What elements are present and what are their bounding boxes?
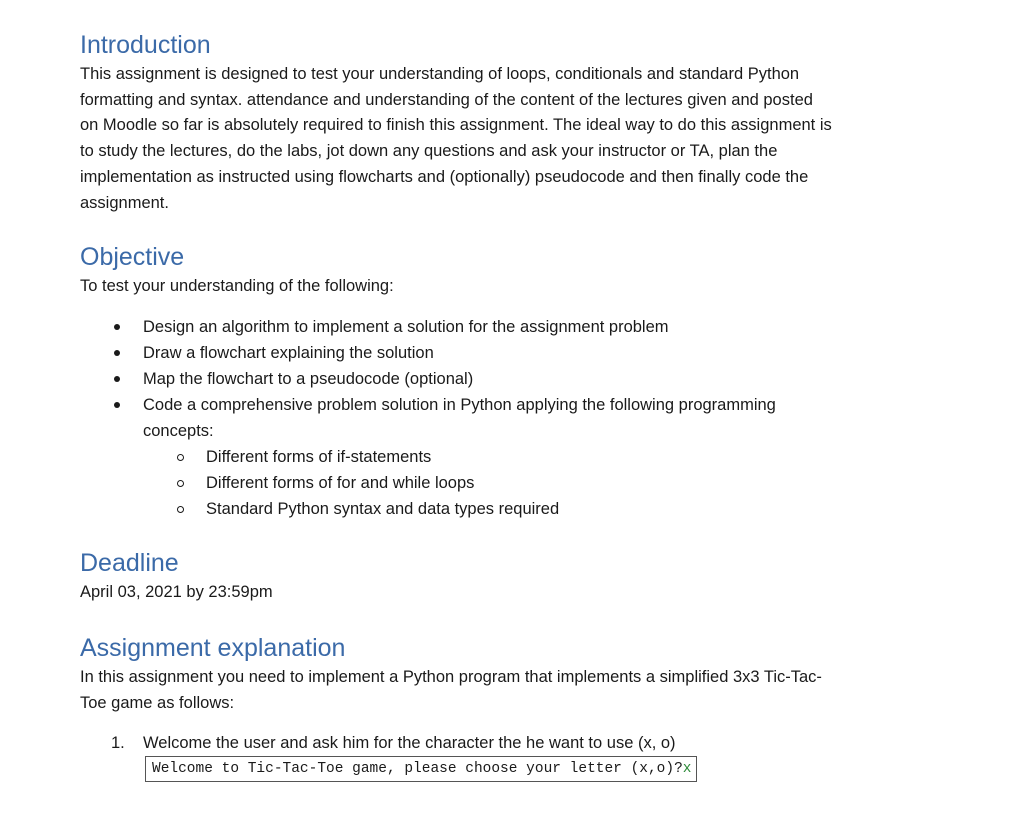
sub-list-item: Different forms of if-statements (143, 444, 920, 470)
explanation-heading: Assignment explanation (80, 634, 346, 662)
sub-list-item: Standard Python syntax and data types required (143, 496, 920, 522)
intro-line: to study the lectures, do the labs, jot down any questions and ask your instructor or TA, plan the (80, 142, 778, 161)
code-user-input: x (682, 761, 692, 778)
explanation-line: Toe game as follows: (80, 693, 235, 712)
deadline-heading: Deadline (80, 549, 179, 577)
bullet-icon (114, 350, 120, 356)
introduction-section (80, 30, 832, 216)
objective-list (80, 314, 920, 522)
intro-line: implementation as instructed using flowcharts and (optionally) pseudocode and then finally code the (80, 167, 809, 186)
list-item: Code a comprehensive problem solution in Python applying the following programming concepts: Different forms of if-statements Different forms of for and while loops Standard Python syntax and data types required (80, 392, 920, 522)
intro-line: This assignment is designed to test your understanding of loops, conditionals and standard Python (80, 65, 800, 83)
objective-sub-list (143, 444, 920, 522)
hollow-bullet-icon (177, 454, 184, 461)
hollow-bullet-icon (177, 480, 184, 487)
code-prompt: Welcome to Tic-Tac-Toe game, please choose your letter (x,o)? (152, 761, 683, 778)
introduction-heading: Introduction (80, 31, 211, 59)
list-item: Map the flowchart to a pseudocode (optional) (80, 366, 920, 392)
objective-intro: To test your understanding of the following: (80, 277, 394, 295)
steps-list (80, 730, 920, 756)
list-item: Design an algorithm to implement a solution for the assignment problem (80, 314, 920, 340)
bullet-icon (114, 402, 120, 408)
objective-heading: Objective (80, 243, 185, 271)
explanation-line: In this assignment you need to implement a Python program that implements a simplified 3x3 Tic-Tac- (80, 668, 822, 686)
intro-line: formatting and syntax. attendance and understanding of the content of the lectures given and posted (80, 90, 813, 109)
intro-line: assignment. (80, 193, 169, 212)
step-item: 1. Welcome the user and ask him for the character the he want to use (x, o) (111, 734, 676, 753)
intro-line: on Moodle so far is absolutely required to finish this assignment. The ideal way to do this assignment is (80, 116, 832, 135)
deadline-section (80, 548, 273, 606)
bullet-icon (114, 376, 120, 382)
objective-section (80, 242, 920, 522)
explanation-section (80, 633, 920, 782)
code-example-box (145, 756, 697, 782)
hollow-bullet-icon (177, 506, 184, 513)
sub-list-item: Different forms of for and while loops (143, 470, 920, 496)
bullet-icon (114, 324, 120, 330)
list-item: Draw a flowchart explaining the solution (80, 340, 920, 366)
deadline-text: April 03, 2021 by 23:59pm (80, 583, 273, 601)
